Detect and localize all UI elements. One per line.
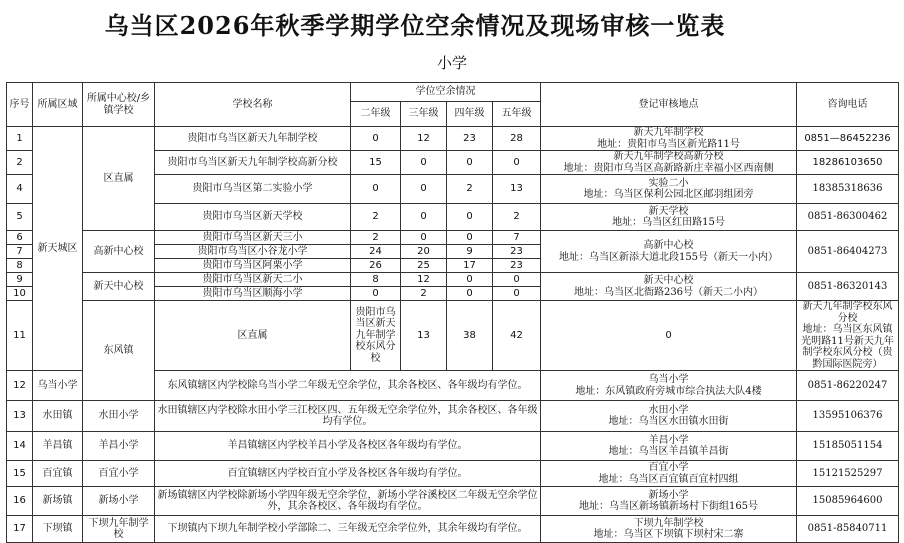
school-name: 贵阳市乌当区第二实验小学 bbox=[155, 175, 351, 204]
table-row bbox=[7, 231, 899, 245]
center-cell: 区直属 bbox=[83, 127, 155, 231]
location-name: 新天中心校 bbox=[643, 275, 694, 286]
location-address: 地址：东风镇政府旁城市综合执法大队4楼 bbox=[575, 385, 762, 397]
grade-5-value: 0 bbox=[493, 151, 541, 175]
header-grade-5: 五年级 bbox=[493, 102, 541, 127]
grade-3-value: 0 bbox=[401, 204, 447, 231]
school-name: 贵阳市乌当区新天九年制学校 bbox=[155, 127, 351, 151]
header-phone: 咨询电话 bbox=[797, 83, 899, 127]
grade-4-value: 9 bbox=[447, 245, 493, 259]
grade-2-value: 2 bbox=[351, 204, 401, 231]
header-grade-3: 三年级 bbox=[401, 102, 447, 127]
header-no: 序号 bbox=[7, 83, 33, 127]
area-cell: 东风镇 bbox=[83, 301, 155, 401]
vacancy-description: 东风镇辖区内学校除乌当小学二年级无空余学位，其余各校区、各年级均有学位。 bbox=[155, 371, 541, 401]
location-name: 下坝九年制学校 bbox=[633, 517, 704, 529]
row-no: 8 bbox=[7, 259, 33, 273]
grade-4-value: 2 bbox=[447, 175, 493, 204]
phone-cell: 0851-86404273 bbox=[797, 231, 899, 273]
grade-4-value: 0 bbox=[447, 273, 493, 287]
row-no: 11 bbox=[7, 301, 33, 371]
row-no: 2 bbox=[7, 151, 33, 175]
school-name: 贵阳市乌当区新天九年制学校高新分校 bbox=[155, 151, 351, 175]
table-row bbox=[7, 301, 899, 371]
location-address: 地址：贵阳市乌当区高新路新庄幸福小区西南侧 bbox=[563, 162, 774, 174]
location-cell bbox=[541, 432, 797, 461]
header-grade-4: 四年级 bbox=[447, 102, 493, 127]
grade-3-value: 0 bbox=[401, 175, 447, 204]
area-cell: 下坝镇 bbox=[33, 516, 83, 543]
area-cell: 新场镇 bbox=[33, 487, 83, 516]
grade-4-value: 0 bbox=[447, 231, 493, 245]
grade-3-value: 2 bbox=[401, 287, 447, 301]
phone-cell: 0851-85840711 bbox=[797, 516, 899, 543]
grade-2-value: 15 bbox=[351, 151, 401, 175]
location-name: 实验二小 bbox=[648, 177, 689, 189]
location-address: 地址：乌当区东风镇光明路11号新天九年制学校东风分校（贵黔国际医院旁） bbox=[801, 324, 894, 370]
row-no: 12 bbox=[7, 371, 33, 401]
table-row bbox=[7, 127, 899, 151]
header-center: 所属中心校/乡镇学校 bbox=[83, 83, 155, 127]
center-cell: 水田小学 bbox=[83, 401, 155, 432]
vacancy-description: 羊昌镇辖区内学校羊昌小学及各校区各年级均有学位。 bbox=[155, 432, 541, 461]
school-name: 贵阳市乌当区新天二小 bbox=[155, 273, 351, 287]
vacancy-description: 百宜镇辖区内学校百宜小学及各校区各年级均有学位。 bbox=[155, 461, 541, 487]
vacancy-description: 新场镇辖区内学校除新场小学四年级无空余学位，新场小学谷溪校区二年级无空余学位外，其余各校区、各年级均有学位。 bbox=[155, 487, 541, 516]
school-name: 贵阳市乌当区新天三小 bbox=[155, 231, 351, 245]
table-row bbox=[7, 487, 899, 516]
header-area: 所属区域 bbox=[33, 83, 83, 127]
grade-3-value: 20 bbox=[401, 245, 447, 259]
grade-3-value: 0 bbox=[401, 231, 447, 245]
center-cell: 百宜小学 bbox=[83, 461, 155, 487]
phone-cell: 0851-86300462 bbox=[797, 204, 899, 231]
phone-cell: 0851—86452236 bbox=[797, 127, 899, 151]
grade-3-value: 25 bbox=[401, 259, 447, 273]
grade-2-value: 0 bbox=[351, 127, 401, 151]
grade-5-value: 23 bbox=[493, 245, 541, 259]
location-name: 百宜小学 bbox=[648, 462, 689, 473]
grade-3-value: 38 bbox=[447, 301, 493, 371]
header-vacancy: 学位空余情况 bbox=[351, 83, 541, 102]
phone-cell: 13595106376 bbox=[797, 401, 899, 432]
location-cell bbox=[541, 151, 797, 175]
grade-5-value: 7 bbox=[493, 231, 541, 245]
phone-cell: 15121525297 bbox=[797, 461, 899, 487]
grade-3-value: 12 bbox=[401, 273, 447, 287]
row-no: 9 bbox=[7, 273, 33, 287]
grade-2-value: 8 bbox=[351, 273, 401, 287]
location-cell bbox=[541, 127, 797, 151]
location-cell bbox=[797, 301, 899, 371]
header-location: 登记审核地点 bbox=[541, 83, 797, 127]
school-name: 贵阳市乌当区新天学校 bbox=[155, 204, 351, 231]
grade-2-value: 26 bbox=[351, 259, 401, 273]
school-name: 贵阳市乌当区顺海小学 bbox=[155, 287, 351, 301]
grade-3-value: 0 bbox=[401, 151, 447, 175]
row-no: 1 bbox=[7, 127, 33, 151]
area-cell: 百宜镇 bbox=[33, 461, 83, 487]
center-cell: 乌当小学 bbox=[33, 371, 83, 401]
row-no: 13 bbox=[7, 401, 33, 432]
table-row bbox=[7, 401, 899, 432]
grade-5-value: 0 bbox=[493, 287, 541, 301]
location-address: 地址：乌当区北衙路236号（新天二小内） bbox=[573, 286, 764, 298]
grade-5-value: 0 bbox=[541, 301, 797, 371]
school-name: 贵阳市乌当区阿栗小学 bbox=[155, 259, 351, 273]
phone-cell: 15185051154 bbox=[797, 432, 899, 461]
grade-5-value: 28 bbox=[493, 127, 541, 151]
grade-4-value: 0 bbox=[447, 204, 493, 231]
vacancy-table bbox=[6, 82, 899, 543]
center-cell: 高新中心校 bbox=[83, 231, 155, 273]
table-row bbox=[7, 461, 899, 487]
header-school: 学校名称 bbox=[155, 83, 351, 127]
row-no: 17 bbox=[7, 516, 33, 543]
center-cell: 下坝九年制学校 bbox=[83, 516, 155, 543]
location-cell bbox=[541, 461, 797, 487]
location-address: 地址：乌当区下坝镇下坝村宋二寨 bbox=[593, 529, 744, 540]
grade-4-value: 0 bbox=[447, 151, 493, 175]
location-name: 新天学校 bbox=[648, 205, 689, 217]
vacancy-description: 水田镇辖区内学校除水田小学三江校区四、五年级无空余学位外，其余各校区、各年级均有学位。 bbox=[155, 401, 541, 432]
center-cell: 新天中心校 bbox=[83, 273, 155, 301]
location-cell bbox=[541, 487, 797, 516]
row-no: 14 bbox=[7, 432, 33, 461]
grade-5-value: 13 bbox=[493, 175, 541, 204]
row-no: 4 bbox=[7, 175, 33, 204]
grade-3-value: 12 bbox=[401, 127, 447, 151]
page-subtitle: 小学 bbox=[436, 54, 467, 72]
location-name: 新场小学 bbox=[648, 489, 689, 501]
table-row bbox=[7, 273, 899, 287]
grade-4-value: 42 bbox=[493, 301, 541, 371]
location-cell bbox=[541, 401, 797, 432]
grade-5-value: 23 bbox=[493, 259, 541, 273]
location-name: 羊昌小学 bbox=[648, 434, 689, 446]
school-name: 贵阳市乌当区小谷龙小学 bbox=[155, 245, 351, 259]
location-cell bbox=[541, 204, 797, 231]
location-address: 地址：乌当区保利公园北区邮羽组团旁 bbox=[583, 189, 754, 200]
phone-cell: 0851-86220247 bbox=[797, 371, 899, 401]
grade-2-value: 13 bbox=[401, 301, 447, 371]
location-cell bbox=[541, 231, 797, 273]
location-name: 新天九年制学校 bbox=[633, 127, 704, 138]
grade-4-value: 0 bbox=[447, 287, 493, 301]
grade-5-value: 2 bbox=[493, 204, 541, 231]
grade-2-value: 0 bbox=[351, 287, 401, 301]
center-cell: 新场小学 bbox=[83, 487, 155, 516]
location-address: 地址：贵阳市乌当区新光路11号 bbox=[597, 138, 740, 150]
location-cell bbox=[541, 175, 797, 204]
location-name: 新天九年制学校东风分校 bbox=[802, 301, 893, 324]
header-grade-2: 二年级 bbox=[351, 102, 401, 127]
location-name: 高新中心校 bbox=[643, 240, 694, 251]
table-row bbox=[7, 432, 899, 461]
phone-cell: 18286103650 bbox=[797, 151, 899, 175]
area-cell: 水田镇 bbox=[33, 401, 83, 432]
page-title: 乌当区2026年秋季学期学位空余情况及现场审核一览表 bbox=[104, 11, 726, 40]
phone-cell: 0851-86320143 bbox=[797, 273, 899, 301]
vacancy-description: 下坝镇内下坝九年制学校小学部除二、三年级无空余学位外，其余年级均有学位。 bbox=[155, 516, 541, 543]
area-cell: 羊昌镇 bbox=[33, 432, 83, 461]
row-no: 7 bbox=[7, 245, 33, 259]
phone-cell: 18385318636 bbox=[797, 175, 899, 204]
location-name: 水田小学 bbox=[648, 404, 689, 416]
grade-5-value: 0 bbox=[493, 273, 541, 287]
location-address: 地址：乌当区百宜镇百宜村四组 bbox=[598, 473, 739, 485]
location-address: 地址：乌当区新添大道北段155号（新天一小内） bbox=[558, 251, 779, 263]
location-address: 地址：乌当区水田镇水田街 bbox=[608, 416, 729, 427]
grade-2-value: 24 bbox=[351, 245, 401, 259]
grade-4-value: 17 bbox=[447, 259, 493, 273]
table-row bbox=[7, 516, 899, 543]
row-no: 6 bbox=[7, 231, 33, 245]
row-no: 15 bbox=[7, 461, 33, 487]
row-no: 16 bbox=[7, 487, 33, 516]
grade-2-value: 0 bbox=[351, 175, 401, 204]
location-name: 乌当小学 bbox=[648, 374, 689, 385]
grade-4-value: 23 bbox=[447, 127, 493, 151]
row-no: 5 bbox=[7, 204, 33, 231]
phone-cell: 15085964600 bbox=[797, 487, 899, 516]
location-address: 地址：乌当区红田路15号 bbox=[612, 217, 725, 228]
center-cell: 区直属 bbox=[155, 301, 351, 371]
area-cell: 新天城区 bbox=[33, 127, 83, 371]
location-address: 地址：乌当区羊昌镇羊昌街 bbox=[608, 446, 729, 457]
center-cell: 羊昌小学 bbox=[83, 432, 155, 461]
location-cell bbox=[541, 273, 797, 301]
grade-2-value: 2 bbox=[351, 231, 401, 245]
row-no: 10 bbox=[7, 287, 33, 301]
location-name: 新天九年制学校高新分校 bbox=[613, 151, 724, 162]
location-address: 地址：乌当区新场镇新场村下街组165号 bbox=[578, 501, 759, 512]
school-name: 贵阳市乌当区新天九年制学校东风分校 bbox=[351, 301, 401, 371]
location-cell bbox=[541, 516, 797, 543]
location-cell bbox=[541, 371, 797, 401]
